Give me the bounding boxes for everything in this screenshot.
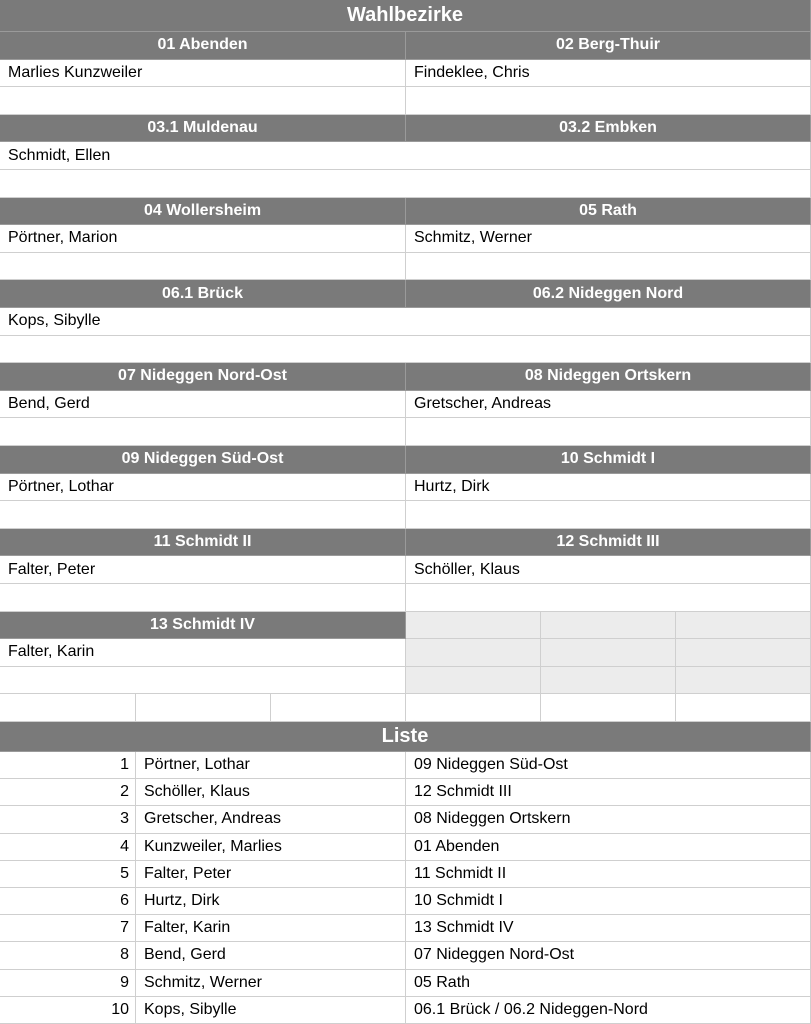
empty-cell[interactable] [406, 667, 541, 695]
district-header: 06.1 Brück [0, 280, 406, 308]
list-name[interactable]: Schöller, Klaus [136, 779, 406, 806]
district-person[interactable]: Falter, Karin [0, 639, 406, 667]
district-header: 10 Schmidt I [406, 446, 811, 474]
list-number[interactable]: 3 [0, 806, 136, 833]
district-header: 04 Wollersheim [0, 198, 406, 226]
empty-cell[interactable] [676, 612, 811, 640]
empty-cell[interactable] [676, 667, 811, 695]
district-header: 13 Schmidt IV [0, 612, 406, 640]
list-district[interactable]: 09 Nideggen Süd-Ost [406, 752, 811, 779]
list-name[interactable]: Kops, Sibylle [136, 997, 406, 1024]
empty-cell[interactable] [541, 694, 676, 722]
empty-cell[interactable] [406, 584, 811, 612]
empty-cell[interactable] [406, 418, 811, 446]
district-person[interactable]: Hurtz, Dirk [406, 474, 811, 502]
district-header: 12 Schmidt III [406, 529, 811, 557]
list-name[interactable]: Hurtz, Dirk [136, 888, 406, 915]
list-district[interactable]: 12 Schmidt III [406, 779, 811, 806]
empty-cell[interactable] [271, 694, 406, 722]
list-number[interactable]: 4 [0, 834, 136, 861]
empty-cell[interactable] [0, 87, 406, 115]
list-number[interactable]: 7 [0, 915, 136, 942]
empty-cell[interactable] [406, 87, 811, 115]
list-district[interactable]: 10 Schmidt I [406, 888, 811, 915]
empty-cell[interactable] [136, 694, 271, 722]
district-person[interactable]: Schmidt, Ellen [0, 142, 811, 170]
district-header: 07 Nideggen Nord-Ost [0, 363, 406, 391]
empty-cell[interactable] [406, 639, 541, 667]
list-number[interactable]: 5 [0, 861, 136, 888]
district-person[interactable]: Falter, Peter [0, 556, 406, 584]
list-number[interactable]: 2 [0, 779, 136, 806]
district-person[interactable]: Pörtner, Marion [0, 225, 406, 253]
liste-title: Liste [0, 722, 811, 752]
list-district[interactable]: 11 Schmidt II [406, 861, 811, 888]
district-person[interactable]: Gretscher, Andreas [406, 391, 811, 419]
list-district[interactable]: 08 Nideggen Ortskern [406, 806, 811, 833]
empty-cell[interactable] [676, 639, 811, 667]
empty-cell[interactable] [406, 501, 811, 529]
district-person[interactable]: Bend, Gerd [0, 391, 406, 419]
empty-cell[interactable] [0, 253, 406, 281]
district-header: 11 Schmidt II [0, 529, 406, 557]
empty-cell[interactable] [541, 639, 676, 667]
empty-cell[interactable] [0, 170, 811, 198]
list-number[interactable]: 1 [0, 752, 136, 779]
empty-cell[interactable] [541, 612, 676, 640]
list-name[interactable]: Schmitz, Werner [136, 970, 406, 997]
district-header: 09 Nideggen Süd-Ost [0, 446, 406, 474]
district-person[interactable]: Marlies Kunzweiler [0, 60, 406, 88]
empty-cell[interactable] [406, 253, 811, 281]
list-district[interactable]: 13 Schmidt IV [406, 915, 811, 942]
list-name[interactable]: Kunzweiler, Marlies [136, 834, 406, 861]
empty-cell[interactable] [406, 694, 541, 722]
empty-cell[interactable] [676, 694, 811, 722]
district-header: 03.2 Embken [406, 115, 811, 143]
list-name[interactable]: Gretscher, Andreas [136, 806, 406, 833]
district-header: 05 Rath [406, 198, 811, 226]
list-name[interactable]: Bend, Gerd [136, 942, 406, 969]
list-district[interactable]: 01 Abenden [406, 834, 811, 861]
empty-cell[interactable] [541, 667, 676, 695]
list-number[interactable]: 8 [0, 942, 136, 969]
district-person[interactable]: Kops, Sibylle [0, 308, 811, 336]
list-name[interactable]: Falter, Peter [136, 861, 406, 888]
list-number[interactable]: 9 [0, 970, 136, 997]
empty-cell[interactable] [0, 584, 406, 612]
district-person[interactable]: Schmitz, Werner [406, 225, 811, 253]
empty-cell[interactable] [406, 612, 541, 640]
district-header: 03.1 Muldenau [0, 115, 406, 143]
district-header: 06.2 Nideggen Nord [406, 280, 811, 308]
empty-cell[interactable] [0, 501, 406, 529]
list-number[interactable]: 10 [0, 997, 136, 1024]
list-number[interactable]: 6 [0, 888, 136, 915]
list-name[interactable]: Pörtner, Lothar [136, 752, 406, 779]
list-district[interactable]: 05 Rath [406, 970, 811, 997]
list-district[interactable]: 07 Nideggen Nord-Ost [406, 942, 811, 969]
district-header: 01 Abenden [0, 32, 406, 60]
empty-cell[interactable] [0, 418, 406, 446]
list-district[interactable]: 06.1 Brück / 06.2 Nideggen-Nord [406, 997, 811, 1024]
empty-cell[interactable] [0, 667, 406, 695]
empty-cell[interactable] [0, 336, 811, 364]
district-person[interactable]: Pörtner, Lothar [0, 474, 406, 502]
district-header: 02 Berg-Thuir [406, 32, 811, 60]
district-person[interactable]: Findeklee, Chris [406, 60, 811, 88]
list-name[interactable]: Falter, Karin [136, 915, 406, 942]
empty-cell[interactable] [0, 694, 136, 722]
district-person[interactable]: Schöller, Klaus [406, 556, 811, 584]
wahlbezirke-title: Wahlbezirke [0, 0, 811, 32]
district-header: 08 Nideggen Ortskern [406, 363, 811, 391]
